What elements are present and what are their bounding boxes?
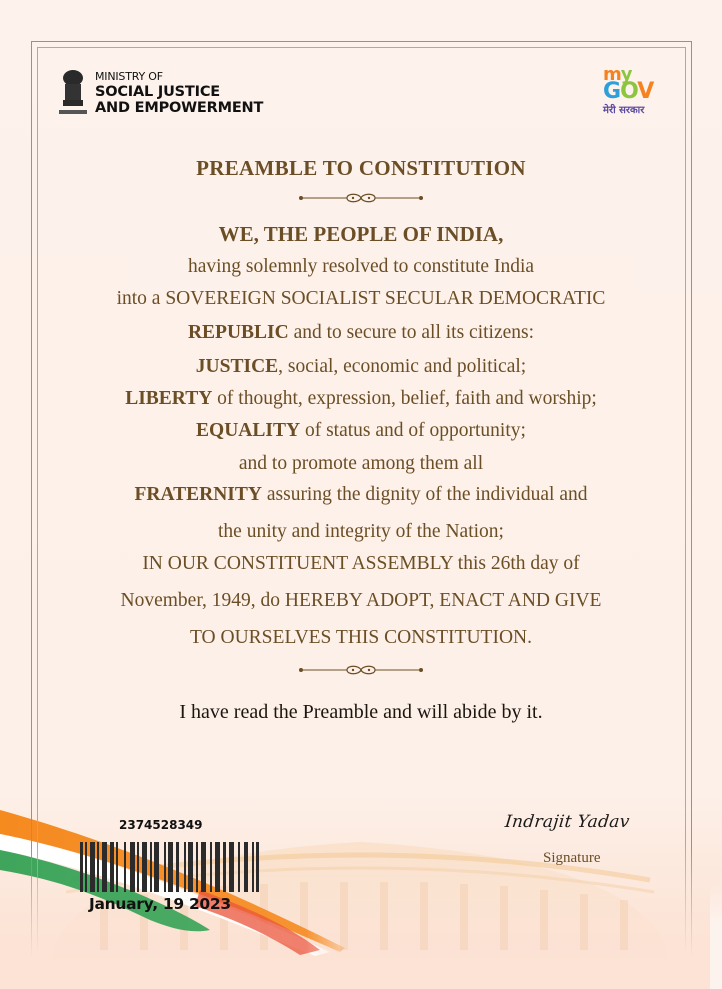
mygov-logo — [603, 64, 669, 116]
national-emblem-icon — [57, 68, 89, 118]
ornamental-flourish-icon — [297, 664, 425, 676]
preamble-line-11: IN OUR CONSTITUENT ASSEMBLY this 26th day of — [142, 553, 580, 574]
certificate-title: PREAMBLE TO CONSTITUTION — [196, 156, 526, 180]
preamble-line-8: and to promote among them all — [238, 453, 484, 474]
barcode-icon — [80, 842, 260, 892]
preamble-line-5: JUSTICE, social, economic and political; — [195, 356, 527, 377]
preamble-line-10: the unity and integrity of the Nation; — [218, 521, 504, 542]
mygov-gov: GOV — [603, 79, 654, 104]
ornamental-flourish-icon — [297, 192, 425, 204]
preamble-line-7: EQUALITY of status and of opportunity; — [196, 420, 526, 441]
preamble-line-13: TO OURSELVES THIS CONSTITUTION. — [190, 627, 532, 648]
issue-date: January, 19 2023 — [89, 895, 231, 913]
pledge-statement: I have read the Preamble and will abide by it. — [179, 701, 543, 723]
mygov-my: my — [603, 64, 632, 85]
signature-name: Indrajit Yadav — [503, 812, 631, 832]
preamble-line-6: LIBERTY of thought, expression, belief, faith and worship; — [125, 388, 597, 409]
ministry-logo — [57, 68, 263, 118]
edge-strip — [710, 880, 722, 989]
preamble-line-3: into a SOVEREIGN SOCIALIST SECULAR DEMOCRATIC — [116, 288, 606, 309]
signature-label: Signature — [543, 850, 601, 866]
preamble-line-12: November, 1949, do HEREBY ADOPT, ENACT AND GIVE — [120, 590, 602, 611]
preamble-line-9: FRATERNITY assuring the dignity of the individual and — [134, 484, 588, 505]
ministry-line-3: AND EMPOWERMENT — [95, 99, 264, 116]
preamble-line-1: WE, THE PEOPLE OF INDIA, — [218, 222, 504, 246]
preamble-line-4: REPUBLIC and to secure to all its citizens: — [187, 322, 535, 343]
mygov-tagline: मेरी सरकार — [603, 105, 645, 116]
serial-number: 2374528349 — [119, 818, 203, 832]
preamble-line-2: having solemnly resolved to constitute India — [187, 256, 535, 277]
ministry-line-1: MINISTRY OF — [95, 69, 163, 83]
ministry-line-2: SOCIAL JUSTICE — [95, 83, 220, 100]
